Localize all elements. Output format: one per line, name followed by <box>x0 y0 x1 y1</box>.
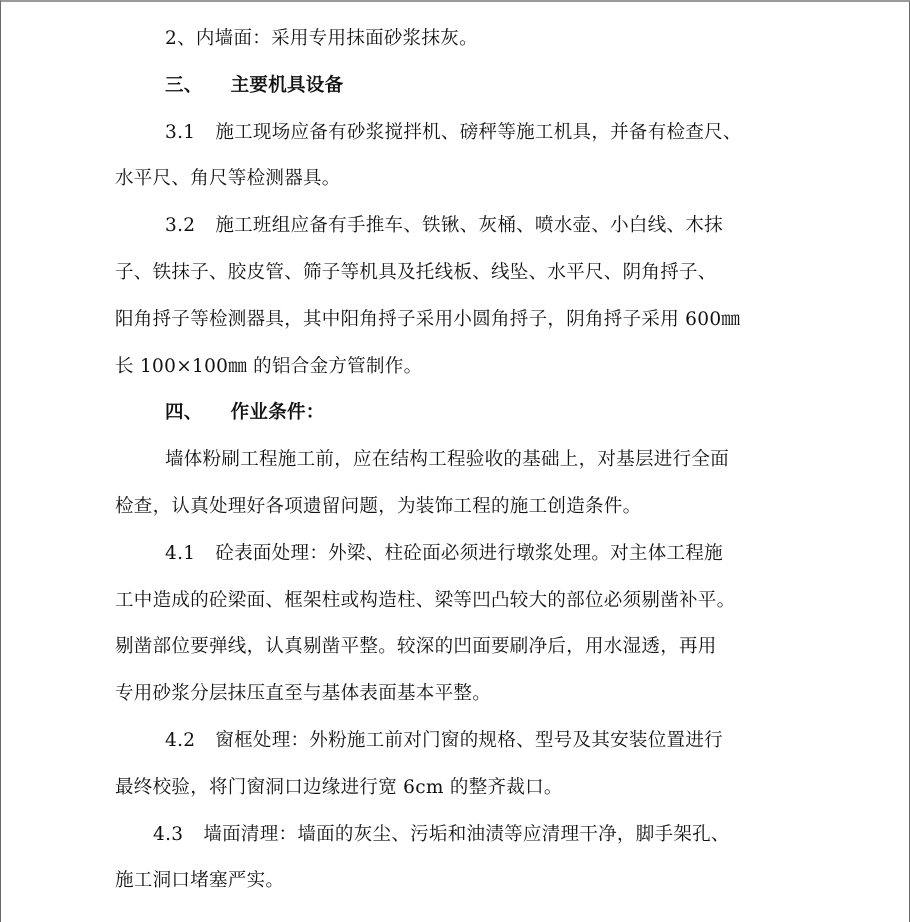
paragraph-inner-wall: 2、内墙面：采用专用抹面砂浆抹灰。 <box>165 28 478 49</box>
paragraph-3-2-line-4: 长 100×100㎜ 的铝合金方管制作。 <box>115 355 423 377</box>
paragraph-4-1-line-4: 专用砂浆分层抹压直至与基体表面基本平整。 <box>115 683 492 705</box>
section-number: 三、 <box>165 74 203 96</box>
section-heading-work-conditions <box>115 390 805 437</box>
paragraph-3-1-line-1: 3.1 施工现场应备有砂浆搅拌机、磅秤等施工机具，并备有检查尺、 <box>165 121 742 143</box>
paragraph-4-3-line-2: 施工洞口堵塞严实。 <box>115 870 285 892</box>
paragraph-4-intro-line-1: 墙体粉刷工程施工前，应在结构工程验收的基础上，对基层进行全面 <box>165 449 730 471</box>
section-heading-equipment <box>115 63 805 110</box>
paragraph-4-1-line-3: 剔凿部位要弹线，认真剔凿平整。较深的凹面要刷净后，用水湿透，再用 <box>115 636 717 658</box>
item-number: 4.3 <box>153 823 184 845</box>
section-title: 作业条件： <box>230 402 325 424</box>
item-number: 4.1 <box>165 542 196 564</box>
paragraph-3-2-line-3: 阳角捋子等检测器具，其中阳角捋子采用小圆角捋子，阴角捋子采用 600㎜ <box>115 308 741 330</box>
section-title: 主要机具设备 <box>230 74 344 96</box>
paragraph-3-1-line-2: 水平尺、角尺等检测器具。 <box>115 168 341 190</box>
paragraph-4-2-line-2: 最终校验，将门窗洞口边缘进行宽 6cm 的整齐裁口。 <box>115 776 563 798</box>
item-number: 4.2 <box>165 729 196 751</box>
document-body <box>115 16 805 905</box>
item-number: 3.1 <box>165 121 196 143</box>
paragraph-4-1-line-1: 4.1 砼表面处理：外梁、柱砼面必须进行墩浆处理。对主体工程施 <box>165 542 723 564</box>
section-number: 四、 <box>165 402 203 424</box>
paragraph-4-2-line-1: 4.2 窗框处理：外粉施工前对门窗的规格、型号及其安装位置进行 <box>165 729 723 751</box>
paragraph-4-intro-line-2: 检查，认真处理好各项遗留问题，为装饰工程的施工创造条件。 <box>115 495 642 517</box>
paragraph-4-1-line-2: 工中造成的砼梁面、框架柱或构造柱、梁等凹凸较大的部位必须剔凿补平。 <box>115 589 736 611</box>
paragraph-4-3-line-1: 4.3 墙面清理：墙面的灰尘、污垢和油渍等应清理干净，脚手架孔、 <box>153 823 730 845</box>
paragraph-3-2-line-1: 3.2 施工班组应备有手推车、铁锹、灰桶、喷水壶、小白线、木抹 <box>165 215 723 237</box>
item-number: 3.2 <box>165 215 196 237</box>
paragraph-3-2-line-2: 子、铁抹子、胶皮管、筛子等机具及托线板、线坠、水平尺、阴角捋子、 <box>115 261 717 283</box>
